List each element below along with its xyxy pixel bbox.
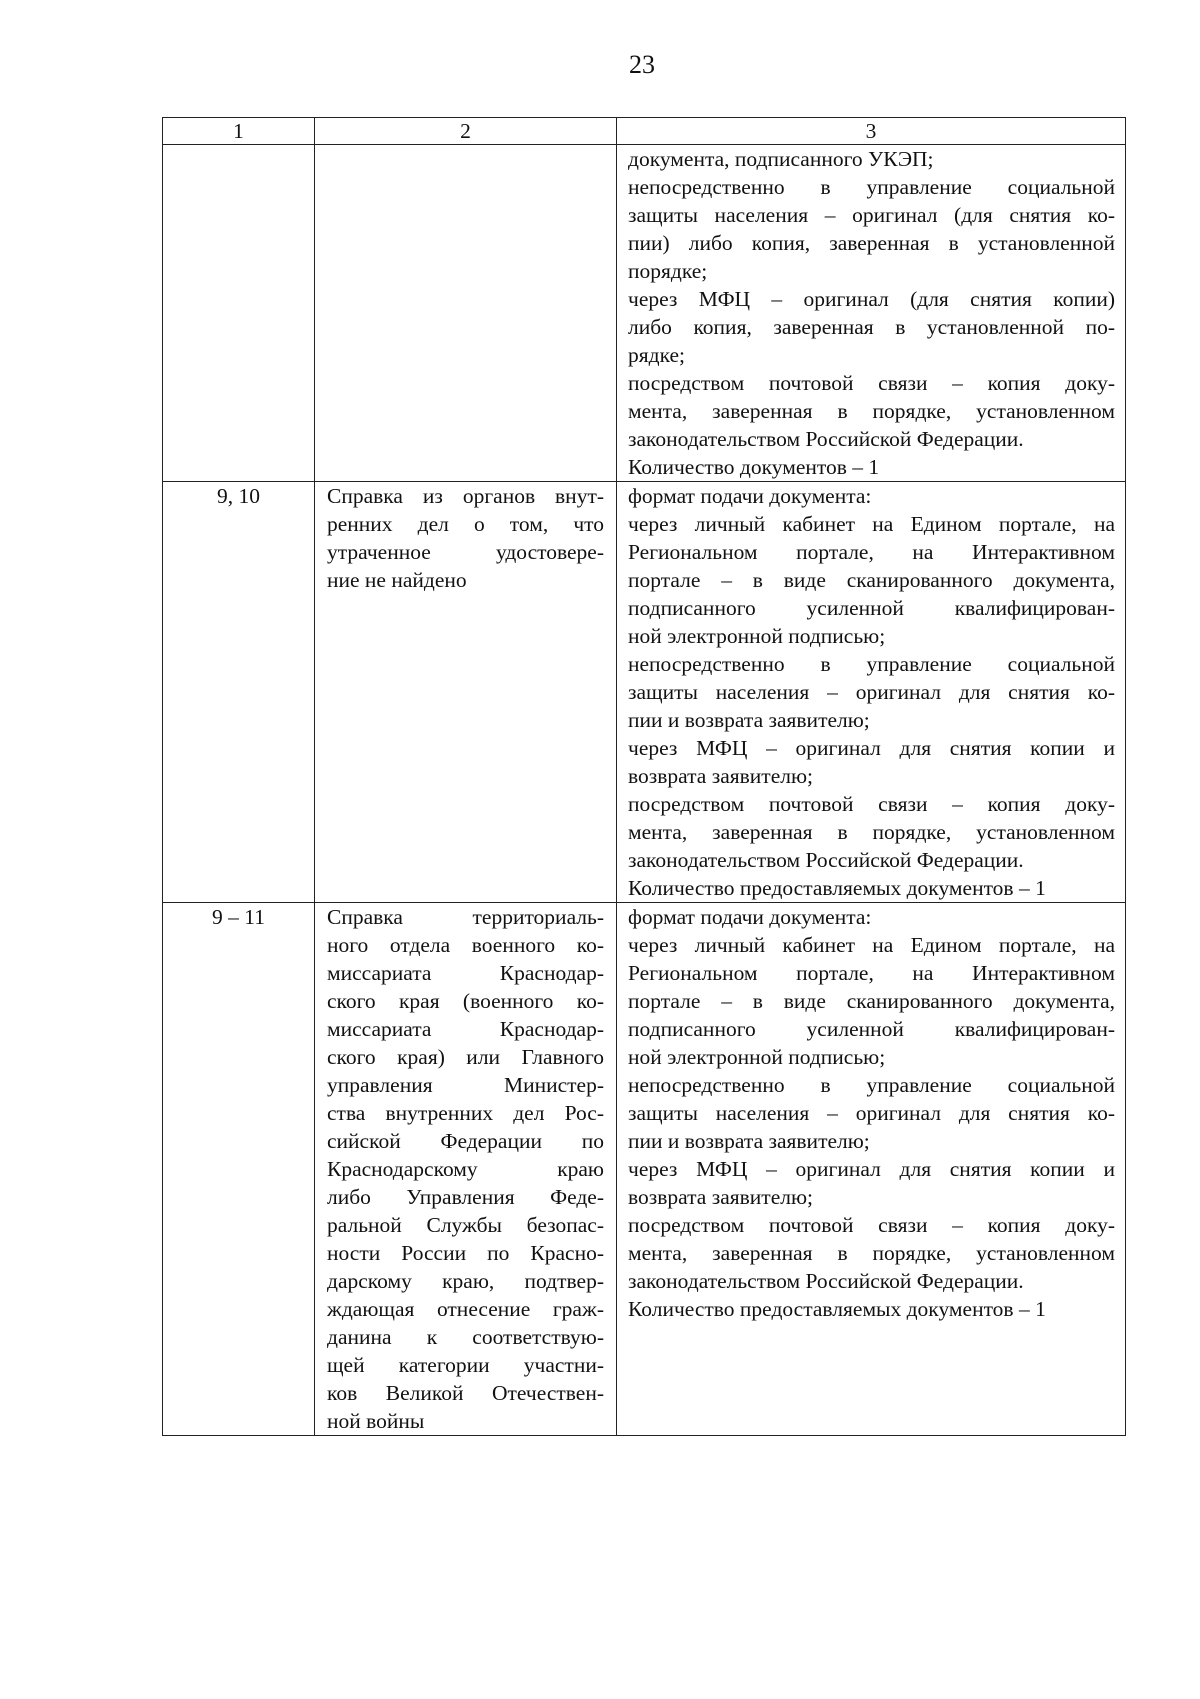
- submission-format-line: ной электронной подписью;: [628, 1045, 886, 1069]
- document-name-line: сийской Федерации по: [327, 1129, 604, 1153]
- document-name-cell: [315, 145, 617, 482]
- submission-format-line: либо копия, заверенная в установленной по-: [628, 315, 1115, 339]
- submission-format-line: через МФЦ – оригинал для снятия копии и: [628, 1157, 1115, 1181]
- submission-format-line: подписанного усиленной квалифицирован-: [628, 596, 1115, 620]
- submission-format-cell: [617, 903, 1126, 1436]
- submission-format-line: законодательством Российской Федерации.: [628, 427, 1024, 451]
- table-header: [163, 118, 1126, 145]
- document-name-line: ного отдела военного ко-: [327, 933, 604, 957]
- document-name-line: ности России по Красно-: [327, 1241, 604, 1265]
- submission-format-line: пии) либо копия, заверенная в установленной: [628, 231, 1115, 255]
- row-number-cell: [163, 145, 315, 482]
- document-name-line: ков Великой Отечествен-: [327, 1381, 604, 1405]
- submission-format-line: рядке;: [628, 343, 686, 367]
- submission-format-line: через МФЦ – оригинал (для снятия копии): [628, 287, 1115, 311]
- table-body: [163, 145, 1126, 1436]
- submission-format-line: документа, подписанного УКЭП;: [628, 147, 934, 171]
- document-name-line: дарскому краю, подтвер-: [327, 1269, 604, 1293]
- document-name-line: Справка из органов внут-: [327, 484, 604, 508]
- submission-format-line: законодательством Российской Федерации.: [628, 848, 1024, 872]
- submission-format-line: защиты населения – оригинал (для снятия ко-: [628, 203, 1115, 227]
- submission-format-line: ной электронной подписью;: [628, 624, 886, 648]
- submission-format-cell: [617, 482, 1126, 903]
- document-name-line: Справка территориаль-: [327, 905, 604, 929]
- page-number: 23: [629, 50, 655, 79]
- submission-format-line: пии и возврата заявителю;: [628, 1129, 870, 1153]
- document-name-cell: [315, 903, 617, 1436]
- submission-format-line: возврата заявителю;: [628, 1185, 813, 1209]
- submission-format-line: портале – в виде сканированного документа,: [628, 568, 1115, 592]
- submission-format-line: непосредственно в управление социальной: [628, 1073, 1115, 1097]
- document-name-line: ждающая отнесение граж-: [327, 1297, 604, 1321]
- submission-format-line: посредством почтовой связи – копия доку-: [628, 1213, 1115, 1237]
- table-row: [163, 482, 1126, 903]
- table-row: [163, 903, 1126, 1436]
- submission-format-line: мента, заверенная в порядке, установленном: [628, 399, 1115, 423]
- document-name-line: миссариата Краснодар-: [327, 961, 604, 985]
- submission-format-line: пии и возврата заявителю;: [628, 708, 870, 732]
- submission-format-line: возврата заявителю;: [628, 764, 813, 788]
- document-name-line: Краснодарскому краю: [327, 1157, 604, 1181]
- document-table: [162, 117, 1126, 1436]
- document-name-line: утраченное удостовере-: [327, 540, 604, 564]
- submission-format-line: законодательством Российской Федерации.: [628, 1269, 1024, 1293]
- submission-format-line: мента, заверенная в порядке, установленном: [628, 820, 1115, 844]
- row-number-cell: 9, 10: [163, 482, 315, 903]
- submission-format-line: формат подачи документа:: [628, 905, 872, 929]
- submission-format-line: Количество предоставляемых документов – 1: [628, 876, 1046, 900]
- submission-format-line: через личный кабинет на Едином портале, на: [628, 512, 1115, 536]
- document-name-line: ние не найдено: [327, 568, 467, 592]
- submission-format-line: Количество предоставляемых документов – 1: [628, 1297, 1046, 1321]
- document-name-line: ского края (военного ко-: [327, 989, 604, 1013]
- document-name-line: либо Управления Феде-: [327, 1185, 604, 1209]
- submission-format-line: Количество документов – 1: [628, 455, 880, 479]
- row-number-cell: 9 – 11: [163, 903, 315, 1436]
- submission-format-line: защиты населения – оригинал для снятия ко-: [628, 1101, 1115, 1125]
- submission-format-line: порядке;: [628, 259, 708, 283]
- submission-format-cell: [617, 145, 1126, 482]
- submission-format-line: защиты населения – оригинал для снятия ко-: [628, 680, 1115, 704]
- submission-format-line: портале – в виде сканированного документа,: [628, 989, 1115, 1013]
- document-name-line: ского края) или Главного: [327, 1045, 604, 1069]
- document-name-line: ральной Службы безопас-: [327, 1213, 604, 1237]
- header-column-3: 3: [617, 118, 1126, 145]
- submission-format-line: Региональном портале, на Интерактивном: [628, 961, 1115, 985]
- header-row: [163, 118, 1126, 145]
- submission-format-line: непосредственно в управление социальной: [628, 175, 1115, 199]
- document-name-line: данина к соответствую-: [327, 1325, 604, 1349]
- document-name-line: управления Министер-: [327, 1073, 604, 1097]
- document-name-line: щей категории участни-: [327, 1353, 604, 1377]
- document-name-line: ренних дел о том, что: [327, 512, 604, 536]
- header-column-1: 1: [163, 118, 315, 145]
- header-column-2: 2: [315, 118, 617, 145]
- document-name-line: ной войны: [327, 1409, 425, 1433]
- submission-format-line: Региональном портале, на Интерактивном: [628, 540, 1115, 564]
- submission-format-line: формат подачи документа:: [628, 484, 872, 508]
- document-name-line: миссариата Краснодар-: [327, 1017, 604, 1041]
- submission-format-line: через личный кабинет на Едином портале, на: [628, 933, 1115, 957]
- table-row: [163, 145, 1126, 482]
- document-name-cell: [315, 482, 617, 903]
- submission-format-line: подписанного усиленной квалифицирован-: [628, 1017, 1115, 1041]
- submission-format-line: посредством почтовой связи – копия доку-: [628, 371, 1115, 395]
- document-name-line: ства внутренних дел Рос-: [327, 1101, 604, 1125]
- submission-format-line: непосредственно в управление социальной: [628, 652, 1115, 676]
- submission-format-line: посредством почтовой связи – копия доку-: [628, 792, 1115, 816]
- submission-format-line: через МФЦ – оригинал для снятия копии и: [628, 736, 1115, 760]
- submission-format-line: мента, заверенная в порядке, установленном: [628, 1241, 1115, 1265]
